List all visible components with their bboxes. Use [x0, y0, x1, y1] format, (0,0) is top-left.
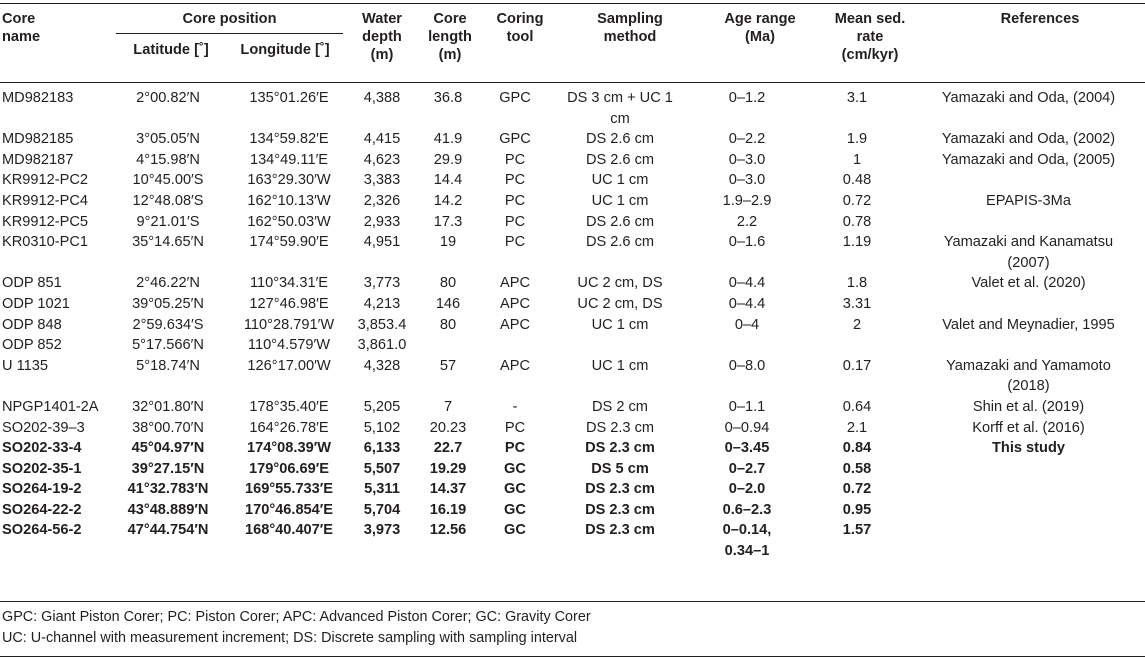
latitude-cell: 39°05.25′N	[132, 295, 204, 312]
mean-sed-rate-cell: 1.9	[846, 131, 868, 148]
table-row	[0, 479, 1145, 500]
core-name-cell: KR0310-PC1	[2, 234, 88, 251]
latitude-cell: 9°21.01′S	[136, 213, 200, 230]
age-range-cell: 0–3.0	[728, 151, 766, 168]
longitude-cell: 127°46.98′E	[249, 295, 329, 312]
header-coring-tool: Coring tool	[496, 11, 544, 45]
core-length-cell: 57	[439, 357, 457, 374]
mean-sed-rate-cell: 0.72	[842, 192, 872, 209]
sampling-method-cell: DS 5 cm	[591, 460, 649, 477]
core-length-cell: 22.7	[433, 440, 463, 457]
longitude-cell: 110°28.791′W	[243, 316, 335, 333]
water-depth-cell: 3,773	[363, 275, 401, 292]
sampling-method-cell: DS 2 cm	[592, 398, 648, 415]
footnote-line: GPC: Giant Piston Corer; PC: Piston Corer; APC: Advanced Piston Corer; GC: Gravity Corer	[2, 609, 591, 625]
water-depth-cell: 4,415	[363, 131, 401, 148]
latitude-cell: 47°44.754′N	[127, 522, 209, 539]
latitude-cell: 5°17.566′N	[132, 337, 204, 354]
coring-tool-cell: PC	[504, 192, 526, 209]
longitude-cell: 164°26.78′E	[249, 419, 329, 436]
age-range-cell: 0–1.6	[728, 234, 766, 251]
water-depth-cell: 3,973	[363, 522, 401, 539]
sampling-method-cell: UC 1 cm	[591, 192, 649, 209]
age-range-cell: 0–3.0	[728, 172, 766, 189]
mean-sed-rate-cell: 0.84	[842, 440, 872, 457]
mean-sed-rate-cell	[802, 335, 912, 356]
table-row	[0, 459, 1145, 480]
longitude-cell: 134°59.82′E	[249, 131, 329, 148]
coring-tool-cell: APC	[499, 275, 530, 292]
coring-tool-cell: APC	[499, 295, 530, 312]
water-depth-cell: 2,933	[363, 213, 401, 230]
mean-sed-rate-cell: 1.57	[842, 522, 872, 539]
sampling-method-cell: DS 2.3 cm	[585, 501, 655, 518]
table-row	[0, 191, 1145, 212]
table-row	[0, 520, 1145, 561]
longitude-cell: 178°35.40′E	[249, 398, 329, 415]
water-depth-cell: 4,388	[363, 90, 401, 106]
header-core-name: Core name	[2, 11, 41, 45]
core-name-cell: NPGP1401-2A	[2, 398, 99, 415]
sampling-method-cell: DS 2.3 cm	[585, 419, 655, 436]
coring-tool-cell: GC	[504, 522, 526, 539]
core-name-cell: SO264-56-2	[2, 522, 82, 539]
core-length-cell: 41.9	[433, 131, 463, 148]
header-core-position: Core position	[182, 11, 277, 27]
longitude-cell: 170°46.854′E	[244, 501, 334, 518]
table-row	[0, 438, 1145, 459]
references-cell: Yamazaki and Kanamatsu (2007)	[943, 234, 1114, 271]
longitude-cell: 110°34.31′E	[249, 275, 329, 292]
latitude-cell: 38°00.70′N	[132, 419, 204, 436]
core-name-cell: U 1135	[2, 357, 48, 374]
mean-sed-rate-cell: 3.31	[842, 295, 872, 312]
core-name-cell: SO202-39–3	[2, 419, 85, 436]
latitude-cell: 10°45.00′S	[132, 172, 204, 189]
longitude-cell: 110°4.579′W	[247, 337, 331, 354]
mean-sed-rate-cell: 2.1	[846, 419, 868, 436]
references-cell: Valet and Meynadier, 1995	[942, 316, 1115, 333]
coring-tool-cell	[482, 335, 548, 356]
table-body	[0, 88, 1145, 562]
water-depth-cell: 5,507	[363, 460, 401, 477]
mean-sed-rate-cell: 1.19	[842, 234, 872, 251]
water-depth-cell: 4,951	[363, 234, 401, 251]
core-length-cell: 80	[439, 316, 457, 333]
table-row	[0, 273, 1145, 294]
mean-sed-rate-cell: 0.78	[842, 213, 872, 230]
core-length-cell: 17.3	[433, 213, 463, 230]
sampling-method-cell: DS 2.3 cm	[585, 481, 655, 498]
sampling-method-cell: UC 2 cm, DS	[577, 275, 663, 292]
table-row	[0, 170, 1145, 191]
references-cell	[912, 294, 1145, 315]
age-range-cell: 0–2.2	[728, 131, 766, 148]
mean-sed-rate-cell: 0.64	[842, 398, 872, 415]
coring-tool-cell: APC	[499, 357, 530, 374]
header-longitude: Longitude [˚]	[240, 42, 330, 58]
table-row	[0, 212, 1145, 233]
longitude-cell: 126°17.00′W	[247, 357, 331, 374]
core-length-cell: 146	[435, 295, 461, 312]
footnote-line: UC: U-channel with measurement increment; DS: Discrete sampling with sampling interval	[2, 629, 578, 646]
core-length-cell: 80	[439, 275, 457, 292]
references-cell: Shin et al. (2019)	[972, 398, 1085, 415]
age-range-cell: 2.2	[736, 213, 758, 230]
references-cell	[912, 212, 1145, 233]
references-cell	[912, 335, 1145, 356]
header-references: References	[1000, 11, 1080, 27]
table-row	[0, 356, 1145, 397]
references-cell: Yamazaki and Oda, (2004)	[941, 90, 1116, 106]
latitude-cell: 4°15.98′N	[136, 151, 200, 168]
core-length-cell: 20.23	[429, 419, 467, 436]
core-name-cell: SO202-35-1	[2, 460, 82, 477]
age-range-cell: 0–4	[734, 316, 760, 333]
table-row	[0, 232, 1145, 273]
sampling-method-cell: UC 1 cm	[591, 172, 649, 189]
sampling-method-cell: DS 2.3 cm	[585, 522, 655, 539]
age-range-cell	[692, 335, 802, 356]
core-length-cell: 12.56	[429, 522, 467, 539]
sampling-method-cell: DS 2.6 cm	[585, 234, 655, 251]
table-row	[0, 418, 1145, 439]
age-range-cell: 0.6–2.3	[722, 501, 772, 518]
longitude-cell: 169°55.733′E	[244, 481, 334, 498]
latitude-cell: 35°14.65′N	[132, 234, 204, 251]
age-range-cell: 0–0.94	[724, 419, 770, 436]
sampling-method-cell: DS 2.3 cm	[585, 440, 655, 457]
core-length-cell: 19.29	[429, 460, 467, 477]
core-length-cell: 19	[439, 234, 457, 251]
core-name-cell: MD982185	[2, 131, 74, 148]
age-range-cell: 0–0.14, 0.34–1	[722, 522, 772, 560]
longitude-cell: 168°40.407′E	[244, 522, 334, 539]
coring-tool-cell: PC	[504, 151, 526, 168]
age-range-cell: 0–3.45	[724, 440, 770, 457]
sampling-method-cell: DS 3 cm + UC 1 cm	[567, 90, 673, 127]
water-depth-cell: 3,383	[363, 172, 401, 189]
water-depth-cell: 3,861.0	[357, 337, 407, 354]
coring-tool-cell: GPC	[499, 131, 531, 148]
coring-tool-cell: -	[512, 398, 518, 415]
references-cell	[912, 520, 1145, 561]
header-water-depth: Water depth (m)	[361, 11, 402, 63]
core-length-cell: 14.37	[429, 481, 467, 498]
sampling-method-cell: DS 2.6 cm	[585, 151, 655, 168]
core-name-cell: ODP 1021	[2, 295, 70, 312]
core-name-cell: KR9912-PC5	[2, 213, 88, 230]
references-cell: Korff et al. (2016)	[972, 419, 1085, 436]
coring-tool-cell: GPC	[499, 90, 531, 106]
latitude-cell: 12°48.08′S	[132, 192, 204, 209]
core-name-cell: SO264-22-2	[2, 501, 82, 518]
age-range-cell: 0–8.0	[728, 357, 766, 374]
coring-tool-cell: PC	[504, 234, 526, 251]
core-length-cell: 16.19	[429, 501, 467, 518]
latitude-cell: 32°01.80′N	[132, 398, 204, 415]
latitude-cell: 39°27.15′N	[131, 460, 205, 477]
water-depth-cell: 5,102	[363, 419, 401, 436]
longitude-cell: 174°59.90′E	[249, 234, 329, 251]
longitude-cell: 162°50.03′W	[247, 213, 331, 230]
table-row	[0, 150, 1145, 171]
table-row	[0, 397, 1145, 418]
core-name-cell: SO202-33-4	[2, 440, 82, 457]
top-rule	[0, 3, 1145, 4]
coring-tool-cell: PC	[504, 172, 526, 189]
mean-sed-rate-cell: 1	[852, 151, 862, 168]
mean-sed-rate-cell: 2	[852, 316, 862, 333]
table-row	[0, 500, 1145, 521]
age-range-cell: 0–4.4	[728, 295, 766, 312]
longitude-cell: 174°08.39′W	[247, 440, 331, 457]
water-depth-cell: 6,133	[363, 440, 401, 457]
core-length-cell: 14.4	[433, 172, 463, 189]
references-cell	[912, 170, 1145, 191]
references-cell: EPAPIS-3Ma	[986, 192, 1071, 209]
references-cell	[912, 459, 1145, 480]
core-name-cell: ODP 848	[2, 316, 62, 333]
longitude-cell: 134°49.11′E	[249, 151, 329, 168]
age-range-cell: 1.9–2.9	[722, 192, 772, 209]
coring-tool-cell: GC	[504, 481, 526, 498]
coring-tool-cell: PC	[504, 213, 526, 230]
water-depth-cell: 5,311	[364, 481, 400, 498]
latitude-cell: 45°04.97′N	[131, 440, 205, 457]
table-row	[0, 335, 1145, 356]
water-depth-cell: 5,205	[363, 398, 401, 415]
core-length-cell	[414, 335, 482, 356]
coring-tool-cell: GC	[504, 460, 526, 477]
latitude-cell: 5°18.74′N	[136, 357, 200, 374]
age-range-cell: 0–1.2	[728, 90, 766, 106]
table-row	[0, 88, 1145, 129]
mean-sed-rate-cell: 0.17	[842, 357, 872, 374]
table-row	[0, 129, 1145, 150]
references-cell: Yamazaki and Oda, (2002)	[941, 131, 1116, 148]
water-depth-cell: 4,328	[363, 357, 401, 374]
mean-sed-rate-cell: 0.58	[842, 460, 872, 477]
mean-sed-rate-cell: 0.95	[842, 501, 872, 518]
references-cell: Valet et al. (2020)	[971, 275, 1086, 292]
core-length-cell: 14.2	[433, 192, 463, 209]
mean-sed-rate-cell: 3.1	[846, 90, 868, 106]
core-name-cell: MD982183	[2, 90, 74, 106]
table-footnotes	[2, 607, 591, 648]
core-name-cell: ODP 851	[2, 275, 62, 292]
age-range-cell: 0–2.7	[728, 460, 766, 477]
age-range-cell: 0–2.0	[728, 481, 766, 498]
latitude-cell: 41°32.783′N	[127, 481, 209, 498]
bottom-rule	[0, 601, 1145, 602]
latitude-cell: 2°59.634′S	[132, 316, 204, 333]
sampling-method-cell: UC 2 cm, DS	[577, 295, 663, 312]
references-cell	[912, 479, 1145, 500]
longitude-cell: 179°06.69′E	[249, 460, 329, 477]
mean-sed-rate-cell: 0.72	[842, 481, 872, 498]
core-name-cell: SO264-19-2	[2, 481, 82, 498]
sampling-method-cell: DS 2.6 cm	[585, 213, 655, 230]
sampling-method-cell: UC 1 cm	[591, 316, 649, 333]
core-name-cell: KR9912-PC2	[2, 172, 88, 189]
core-length-cell: 36.8	[433, 90, 463, 106]
references-cell: Yamazaki and Yamamoto (2018)	[946, 357, 1111, 395]
core-name-cell: MD982187	[2, 151, 74, 168]
core-name-cell: ODP 852	[2, 337, 62, 354]
age-range-cell: 0–4.4	[728, 275, 766, 292]
sampling-method-cell: UC 1 cm	[591, 357, 649, 374]
references-cell	[912, 500, 1145, 521]
mean-sed-rate-cell: 0.48	[842, 172, 872, 189]
age-range-cell: 0–1.1	[728, 398, 766, 415]
coring-tool-cell: GC	[504, 501, 526, 518]
sampling-method-cell	[548, 335, 692, 356]
table-row	[0, 315, 1145, 336]
coring-tool-cell: PC	[504, 440, 526, 457]
core-name-cell: KR9912-PC4	[2, 192, 88, 209]
coring-tool-cell: APC	[499, 316, 530, 333]
mean-sed-rate-cell: 1.8	[846, 275, 868, 292]
water-depth-cell: 4,623	[363, 151, 401, 168]
water-depth-cell: 5,704	[363, 501, 401, 518]
water-depth-cell: 4,213	[363, 295, 401, 312]
longitude-cell: 135°01.26′E	[249, 90, 329, 106]
header-latitude: Latitude [˚]	[133, 42, 209, 58]
latitude-cell: 2°00.82′N	[136, 90, 200, 106]
end-rule	[0, 656, 1145, 657]
longitude-cell: 162°10.13′W	[247, 192, 331, 209]
header-core-length: Core length (m)	[428, 11, 472, 63]
header-rule	[0, 82, 1145, 83]
references-cell: Yamazaki and Oda, (2005)	[941, 151, 1116, 168]
coring-tool-cell: PC	[504, 419, 526, 436]
sampling-method-cell: DS 2.6 cm	[585, 131, 655, 148]
latitude-cell: 43°48.889′N	[127, 501, 209, 518]
latitude-cell: 2°46.22′N	[136, 275, 200, 292]
header-sampling-method: Sampling method	[597, 11, 663, 45]
core-length-cell: 29.9	[433, 151, 463, 168]
table-row	[0, 294, 1145, 315]
core-length-cell: 7	[443, 398, 453, 415]
longitude-cell: 163°29.30′W	[247, 172, 331, 189]
latitude-cell: 3°05.05′N	[136, 131, 200, 148]
header-age-range: Age range (Ma)	[724, 11, 796, 45]
water-depth-cell: 3,853.4	[357, 316, 407, 333]
references-cell: This study	[992, 440, 1065, 457]
water-depth-cell: 2,326	[363, 192, 401, 209]
core-position-rule	[116, 33, 343, 34]
header-mean-sed-rate: Mean sed. rate (cm/kyr)	[834, 11, 906, 63]
